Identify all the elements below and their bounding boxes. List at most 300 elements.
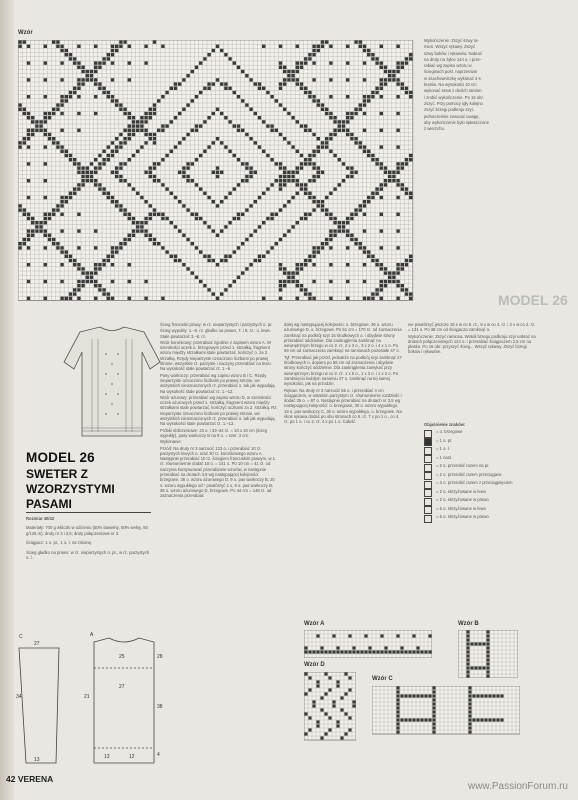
stitch-cell [212, 141, 215, 144]
stitch-cell [60, 246, 63, 249]
stitch-cell [86, 74, 89, 77]
schematic-label: 38 [157, 704, 163, 710]
stitch-cell [86, 179, 89, 182]
stitch-cell [144, 217, 147, 220]
stitch-cell [115, 204, 118, 207]
stitch-cell [359, 204, 362, 207]
stitch-cell [216, 171, 219, 174]
stitch-cell [367, 196, 370, 199]
stitch-cell [245, 162, 248, 165]
stitch-cell [388, 74, 391, 77]
stitch-cell [279, 175, 282, 178]
stitch-cell [308, 154, 311, 157]
stitch-cell [136, 225, 139, 228]
stitch-cell [359, 108, 362, 111]
stitch-cell [338, 120, 341, 123]
stitch-cell [401, 183, 404, 186]
stitch-cell [73, 87, 76, 90]
stitch-cell [478, 666, 481, 669]
stitch-cell [60, 263, 63, 266]
stitch-cell [312, 175, 315, 178]
stitch-cell [346, 297, 349, 300]
stitch-cell [102, 192, 105, 195]
stitch-cell [27, 238, 30, 241]
stitch-cell [245, 133, 248, 136]
legend-symbol-icon [424, 506, 432, 514]
stitch-cell [132, 154, 135, 157]
stitch-cell [69, 57, 72, 60]
stitch-cell [396, 718, 399, 721]
stitch-cell [69, 259, 72, 262]
finishing-line: mion. Wszyć rękawy. Zszyć [424, 44, 476, 50]
stitch-cell [396, 166, 399, 169]
stitch-cell [409, 95, 412, 98]
stitch-cell [39, 124, 42, 127]
stitch-cell [220, 292, 223, 295]
stitch-cell [287, 70, 290, 73]
stitch-cell [291, 74, 294, 77]
stitch-cell [119, 175, 122, 178]
stitch-cell [60, 49, 63, 52]
stitch-cell [304, 732, 307, 735]
stitch-cell [174, 87, 177, 90]
stitch-cell [350, 234, 353, 237]
stitch-cell [153, 103, 156, 106]
stitch-cell [44, 162, 47, 165]
stitch-cell [308, 292, 311, 295]
stitch-cell [149, 204, 152, 207]
stitch-cell [115, 246, 118, 249]
finishing-line: aby wykończenie było spłaszczone [424, 119, 489, 125]
stitch-cell [405, 91, 408, 94]
stitch-cell [258, 116, 261, 119]
stitch-cell [115, 49, 118, 52]
stitch-cell [468, 690, 471, 693]
stitch-cell [380, 297, 383, 300]
stitch-cell [149, 108, 152, 111]
stitch-cell [317, 45, 320, 48]
stitch-cell [329, 238, 332, 241]
stitch-cell [396, 162, 399, 165]
stitch-cell [107, 196, 110, 199]
stitch-cell [486, 662, 489, 665]
stitch-cell [237, 129, 240, 132]
stitch-cell [77, 183, 80, 186]
stitch-cell [186, 166, 189, 169]
stitch-cell [329, 297, 332, 300]
stitch-cell [432, 718, 435, 721]
stitch-cell [249, 108, 252, 111]
stitch-cell [478, 642, 481, 645]
stitch-cell [384, 284, 387, 287]
stitch-cell [178, 141, 181, 144]
stitch-cell [77, 112, 80, 115]
stitch-cell [304, 712, 307, 715]
stitch-cell [128, 112, 131, 115]
stitch-cell [140, 129, 143, 132]
stitch-cell [136, 221, 139, 224]
stitch-cell [486, 638, 489, 641]
stitch-cell [266, 187, 269, 190]
stitch-cell [31, 217, 34, 220]
stitch-cell [312, 154, 315, 157]
stitch-cell [291, 196, 294, 199]
stitch-cell [27, 280, 30, 283]
stitch-cell [308, 95, 311, 98]
stitch-cell [178, 171, 181, 174]
stitch-cell [300, 166, 303, 169]
legend-entry: = 1 narz. [424, 455, 562, 464]
stitch-cell [287, 78, 290, 81]
finishing-line: zszyć. Przy pomocy igły kolejno [424, 100, 483, 106]
stitch-cell [396, 61, 399, 64]
stitch-cell [86, 175, 89, 178]
stitch-cell [258, 196, 261, 199]
stitch-cell [348, 650, 351, 653]
stitch-cell [321, 242, 324, 245]
stitch-cell [52, 137, 55, 140]
stitch-cell [90, 276, 93, 279]
stitch-cell [207, 87, 210, 90]
stitch-cell [476, 694, 479, 697]
stitch-cell [279, 66, 282, 69]
stitch-cell [328, 728, 331, 731]
stitch-cell [119, 45, 122, 48]
stitch-cell [354, 208, 357, 211]
stitch-cell [367, 250, 370, 253]
stitch-cell [287, 74, 290, 77]
stitch-cell [165, 154, 168, 157]
stitch-cell [86, 280, 89, 283]
stitch-cell [308, 129, 311, 132]
stitch-cell [474, 642, 477, 645]
stitch-cell [144, 280, 147, 283]
stitch-cell [161, 95, 164, 98]
stitch-cell [52, 40, 55, 43]
stitch-cell [480, 718, 483, 721]
stitch-cell [237, 95, 240, 98]
stitch-cell [191, 162, 194, 165]
stitch-cell [300, 217, 303, 220]
stitch-cell [287, 229, 290, 232]
stitch-cell [375, 57, 378, 60]
stitch-cell [432, 694, 435, 697]
stitch-cell [94, 246, 97, 249]
stitch-cell [98, 82, 101, 85]
stitch-cell [241, 271, 244, 274]
stitch-cell [396, 82, 399, 85]
stitch-cell [77, 95, 80, 98]
stitch-cell [466, 662, 469, 665]
stitch-cell [329, 213, 332, 216]
stitch-cell [86, 70, 89, 73]
stitch-cell [291, 145, 294, 148]
stitch-cell [275, 162, 278, 165]
chart-c-label: Wzór C [372, 676, 393, 682]
stitch-cell [325, 196, 328, 199]
finishing-line: wykonać szew z dwóch ramion [424, 88, 482, 94]
stitch-cell [123, 112, 126, 115]
stitch-cell [119, 141, 122, 144]
stitch-cell [336, 684, 339, 687]
stitch-cell [296, 70, 299, 73]
stitch-cell [320, 736, 323, 739]
stitch-cell [396, 229, 399, 232]
stitch-cell [401, 263, 404, 266]
stitch-cell [174, 255, 177, 258]
stitch-cell [170, 255, 173, 258]
stitch-cell [65, 255, 68, 258]
stitch-cell [380, 66, 383, 69]
stitch-cell [245, 175, 248, 178]
stitch-cell [182, 78, 185, 81]
stitch-cell [123, 213, 126, 216]
stitch-cell [65, 250, 68, 253]
size-schematic [14, 628, 164, 768]
schematic-label: 27 [34, 641, 40, 647]
stitch-cell [428, 650, 431, 653]
stitch-cell [270, 213, 273, 216]
stitch-cell [472, 694, 475, 697]
instruction-paragraph: Wzór ażurowy: przerabiać wg zapisu wzoru D, w szerokości oczek ażurowych przed 1. strzałką, fragment wzoru między strzałkami stale powtarzać, kończyć oczkami za 2. strzałką. Rz. nieparzyste oznaczono liczbami po prawej stronie, we wszystkich nieoznaczonych rz. przerabiać o. tak jak wypadają. Na wysokości stale powtarzać rz. 1.–12. [160, 394, 278, 427]
stitch-cell [60, 95, 63, 98]
stitch-cell [367, 99, 370, 102]
stitch-cell [60, 112, 63, 115]
finishing-line: krętów. Na wysokości 10 cm [424, 82, 477, 88]
stitch-cell [77, 82, 80, 85]
model-title-line: SWETER Z [26, 467, 88, 481]
stitch-cell [291, 78, 294, 81]
stitch-cell [191, 213, 194, 216]
stitch-cell [27, 61, 30, 64]
stitch-cell [266, 217, 269, 220]
legend-symbol-icon [424, 489, 432, 497]
legend [424, 422, 562, 523]
stitch-cell [65, 99, 68, 102]
stitch-cell [312, 53, 315, 56]
stitch-cell [416, 718, 419, 721]
stitch-cell [270, 183, 273, 186]
stitch-cell [44, 263, 47, 266]
stitch-cell [119, 166, 122, 169]
instructions-column-3 [408, 322, 538, 356]
stitch-cell [333, 129, 336, 132]
stitch-cell [123, 179, 126, 182]
stitch-cell [191, 129, 194, 132]
legend-entry: = 6 o. skrzyżowane w prawo [424, 514, 562, 523]
stitch-cell [296, 120, 299, 123]
stitch-cell [396, 698, 399, 701]
stitch-cell [354, 242, 357, 245]
stitch-cell [308, 255, 311, 258]
stitch-cell [329, 61, 332, 64]
stitch-cell [56, 208, 59, 211]
stitch-cell [409, 192, 412, 195]
stitch-cell [128, 45, 131, 48]
stitch-cell [367, 200, 370, 203]
stitch-cell [304, 692, 307, 695]
stitch-cell [203, 120, 206, 123]
stitch-cell [283, 78, 286, 81]
stitch-cell [375, 187, 378, 190]
stitch-cell [346, 45, 349, 48]
stitch-cell [203, 150, 206, 153]
stitch-cell [468, 686, 471, 689]
stitch-cell [237, 66, 240, 69]
stitch-cell [90, 162, 93, 165]
stitch-cell [333, 120, 336, 123]
stitch-cell [228, 284, 231, 287]
stitch-cell [111, 200, 114, 203]
stitch-cell [153, 175, 156, 178]
stitch-cell [132, 229, 135, 232]
stitch-cell [296, 45, 299, 48]
stitch-cell [123, 208, 126, 211]
stitch-cell [111, 45, 114, 48]
stitch-cell [241, 242, 244, 245]
stitch-cell [328, 650, 331, 653]
stitch-cell [161, 124, 164, 127]
stitch-cell [39, 129, 42, 132]
stitch-cell [380, 162, 383, 165]
stitch-cell [149, 213, 152, 216]
knitting-chart-c [372, 686, 520, 736]
stitch-cell [340, 650, 343, 653]
stitch-cell [94, 45, 97, 48]
stitch-cell [287, 276, 290, 279]
stitch-cell [304, 292, 307, 295]
stitch-cell [81, 66, 84, 69]
stitch-cell [409, 158, 412, 161]
stitch-cell [344, 672, 347, 675]
stitch-cell [115, 200, 118, 203]
stitch-cell [153, 141, 156, 144]
stitch-cell [283, 166, 286, 169]
stitch-cell [98, 183, 101, 186]
stitch-cell [350, 133, 353, 136]
stitch-cell [354, 40, 357, 43]
stitch-cell [409, 154, 412, 157]
stitch-cell [60, 204, 63, 207]
stitch-cell [174, 82, 177, 85]
finishing-line: na druty na żyłce 144 o. i prze- [424, 56, 482, 62]
stitch-cell [157, 99, 160, 102]
stitch-cell [203, 255, 206, 258]
stitch-cell [291, 175, 294, 178]
stitch-cell [320, 646, 323, 649]
stitch-cell [287, 200, 290, 203]
stitch-cell [220, 82, 223, 85]
stitch-cell [81, 183, 84, 186]
stitch-cell [44, 234, 47, 237]
instruction-paragraph: Tył: Przerabiać jak przód, jednakże na podkrój szyi zamknąć 27 środkowych o. dopiero po 58 cm od zaznaczenia i obydwie strony kończyć oddzielnie. Dla zaokrąglenia zamykać przy wewnętrznym brzegu w co 2. rz. 1 x 5 o., 1 x 3 o. i 1 x 2 o. Po zamknięciu każdym ramieniu 47 o. zamknąć na tej samej wysokości, jak na przodzie. [284, 354, 402, 387]
stitch-cell [27, 263, 30, 266]
stitch-cell [359, 242, 362, 245]
stitch-cell [364, 634, 367, 637]
stitch-cell [199, 217, 202, 220]
finishing-text [424, 38, 564, 132]
stitch-cell [488, 718, 491, 721]
stitch-cell [94, 112, 97, 115]
stitch-cell [94, 78, 97, 81]
stitch-cell [308, 57, 311, 60]
stitch-cell [111, 255, 114, 258]
stitch-cell [212, 259, 215, 262]
stitch-cell [472, 718, 475, 721]
stitch-cell [325, 242, 328, 245]
stitch-cell [384, 650, 387, 653]
stitch-cell [161, 297, 164, 300]
stitch-cell [396, 271, 399, 274]
stitch-cell [480, 694, 483, 697]
stitch-cell [325, 112, 328, 115]
stitch-cell [300, 187, 303, 190]
stitch-cell [317, 204, 320, 207]
stitch-cell [338, 229, 341, 232]
stitch-cell [308, 728, 311, 731]
stitch-cell [44, 179, 47, 182]
stitch-cell [98, 154, 101, 157]
stitch-cell [317, 137, 320, 140]
stitch-cell [376, 650, 379, 653]
stitch-cell [336, 646, 339, 649]
stitch-cell [56, 246, 59, 249]
stitch-cell [195, 246, 198, 249]
stitch-cell [144, 133, 147, 136]
stitch-cell [144, 141, 147, 144]
stitch-cell [86, 171, 89, 174]
stitch-cell [86, 78, 89, 81]
stitch-cell [77, 213, 80, 216]
stitch-cell [128, 158, 131, 161]
stitch-cell [338, 129, 341, 132]
stitch-cell [207, 225, 210, 228]
stitch-cell [380, 183, 383, 186]
stitch-cell [107, 292, 110, 295]
stitch-cell [401, 162, 404, 165]
stitch-cell [329, 78, 332, 81]
stitch-cell [119, 133, 122, 136]
stitch-cell [48, 238, 51, 241]
stitch-cell [401, 66, 404, 69]
stitch-cell [186, 133, 189, 136]
stitch-cell [350, 116, 353, 119]
stitch-cell [111, 154, 114, 157]
stitch-cell [182, 204, 185, 207]
stitch-cell [228, 120, 231, 123]
stitch-cell [161, 213, 164, 216]
stitch-cell [396, 634, 399, 637]
stitch-cell [496, 694, 499, 697]
stitch-cell [287, 271, 290, 274]
stitch-cell [372, 650, 375, 653]
stitch-cell [98, 166, 101, 169]
stitch-cell [270, 217, 273, 220]
stitch-cell [344, 650, 347, 653]
stitch-cell [262, 150, 265, 153]
stitch-cell [312, 263, 315, 266]
stitch-cell [48, 116, 51, 119]
stitch-cell [195, 124, 198, 127]
stitch-cell [388, 78, 391, 81]
stitch-cell [94, 263, 97, 266]
stitch-cell [69, 192, 72, 195]
stitch-cell [329, 263, 332, 266]
stitch-cell [484, 694, 487, 697]
stitch-cell [140, 116, 143, 119]
stitch-cell [220, 229, 223, 232]
stitch-cell [324, 672, 327, 675]
